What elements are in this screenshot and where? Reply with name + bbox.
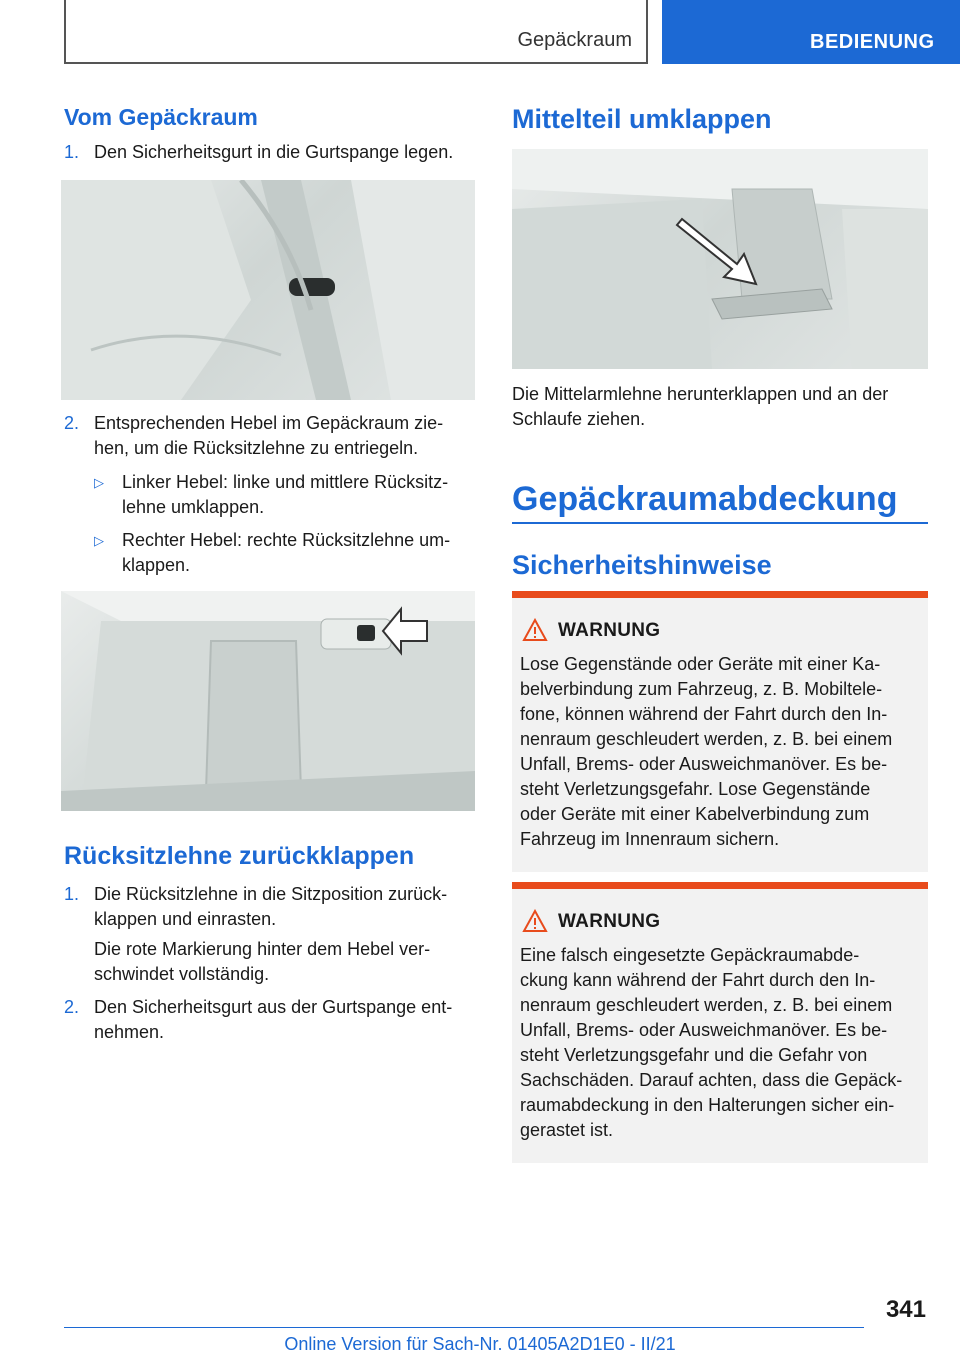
chapter-title: Gepäckraumabdeckung [512, 480, 898, 518]
warning-line: Fahrzeug im Innenraum sichern. [520, 829, 780, 849]
footer-divider [64, 1327, 864, 1328]
section-title-mittelteil: Mittelteil umklappen [512, 104, 772, 134]
warning-line: gerastet ist. [520, 1120, 614, 1140]
step-number: 2. [64, 413, 80, 433]
header-tab[interactable] [662, 0, 960, 64]
warning-line: oder Geräte mit einer Kabelverbindung zum [520, 804, 870, 824]
step-text: Die Rücksitzlehne in die Sitzposition zurück- [94, 884, 448, 904]
warning-line: nenraum geschleudert werden, z. B. bei einem [520, 729, 893, 749]
paragraph: Schlaufe ziehen. [512, 409, 646, 429]
step-text: nehmen. [94, 1022, 165, 1042]
warning-line: Unfall, Brems- oder Ausweichmanöver. Es be- [520, 754, 888, 774]
warning-box [512, 882, 928, 1163]
bullet-text: klappen. [122, 555, 191, 575]
warning-line: Lose Gegenstände oder Geräte mit einer Ka- [520, 654, 881, 674]
warning-text [520, 943, 922, 1143]
warning-line: Sachschäden. Darauf achten, dass die Gepäck- [520, 1070, 903, 1090]
warning-line: steht Verletzungsgefahr und die Gefahr von [520, 1045, 868, 1065]
warning-text [520, 652, 922, 852]
footer-text[interactable]: Online Version für Sach-Nr. 01405A2D1E0 - II/21 [284, 1334, 676, 1354]
section-title-ruecksitzlehne: Rücksitzlehne zurückklappen [64, 842, 415, 870]
warning-line: belverbindung zum Fahrzeug, z. B. Mobiltele- [520, 679, 883, 699]
bullet-triangle-icon: ▷ [94, 475, 104, 490]
trunk-lever-photo [61, 591, 475, 811]
step-number: 1. [64, 884, 80, 904]
warning-triangle-icon [522, 909, 548, 933]
warning-line: Eine falsch eingesetzte Gepäckraumabde- [520, 945, 860, 965]
header-title: Gepäckraum [517, 29, 632, 51]
header-tab-label: BEDIENUNG [810, 31, 935, 53]
armrest-illustration [512, 149, 928, 369]
page-number: 341 [885, 1296, 926, 1323]
warning-box [512, 591, 928, 872]
warning-triangle-icon [522, 618, 548, 642]
bullet-text: Linker Hebel: linke und mittlere Rücksitz- [122, 472, 449, 492]
step-text: Entsprechenden Hebel im Gepäckraum zie- [94, 413, 444, 433]
chapter-underline [512, 522, 928, 524]
step-text: hen, um die Rücksitzlehne zu entriegeln. [94, 438, 419, 458]
header-box [64, 0, 648, 64]
warning-title: WARNUNG [558, 620, 661, 641]
rear-seat-illustration [61, 180, 475, 400]
step-text: schwindet vollständig. [94, 964, 270, 984]
paragraph: Die Mittelarmlehne herunterklappen und an der [512, 384, 889, 404]
warning-line: Unfall, Brems- oder Ausweichmanöver. Es be- [520, 1020, 888, 1040]
step-text: Die rote Markierung hinter dem Hebel ver- [94, 939, 431, 959]
bullet-text: lehne umklappen. [122, 497, 265, 517]
section-title-sicherheitshinweise: Sicherheitshinweise [512, 550, 772, 580]
trunk-lever-illustration [61, 591, 475, 811]
step-text: Den Sicherheitsgurt aus der Gurtspange ent- [94, 997, 453, 1017]
bullet-text: Rechter Hebel: rechte Rücksitzlehne um- [122, 530, 451, 550]
warning-line: nenraum geschleudert werden, z. B. bei einem [520, 995, 893, 1015]
warning-line: raumabdeckung in den Halterungen sicher ein- [520, 1095, 895, 1115]
warning-line: fone, können während der Fahrt durch den In- [520, 704, 888, 724]
step-number: 1. [64, 142, 80, 162]
bullet-triangle-icon: ▷ [94, 533, 104, 548]
step-text: Den Sicherheitsgurt in die Gurtspange legen. [94, 142, 454, 162]
step-number: 2. [64, 997, 80, 1017]
warning-line: steht Verletzungsgefahr. Lose Gegenstände [520, 779, 871, 799]
warning-title: WARNUNG [558, 911, 661, 932]
armrest-photo [512, 149, 928, 369]
step-text: klappen und einrasten. [94, 909, 277, 929]
warning-line: ckung kann während der Fahrt durch den In- [520, 970, 876, 990]
section-title-vom-gepaeckraum: Vom Gepäckraum [64, 104, 258, 130]
rear-seat-photo [61, 180, 475, 400]
